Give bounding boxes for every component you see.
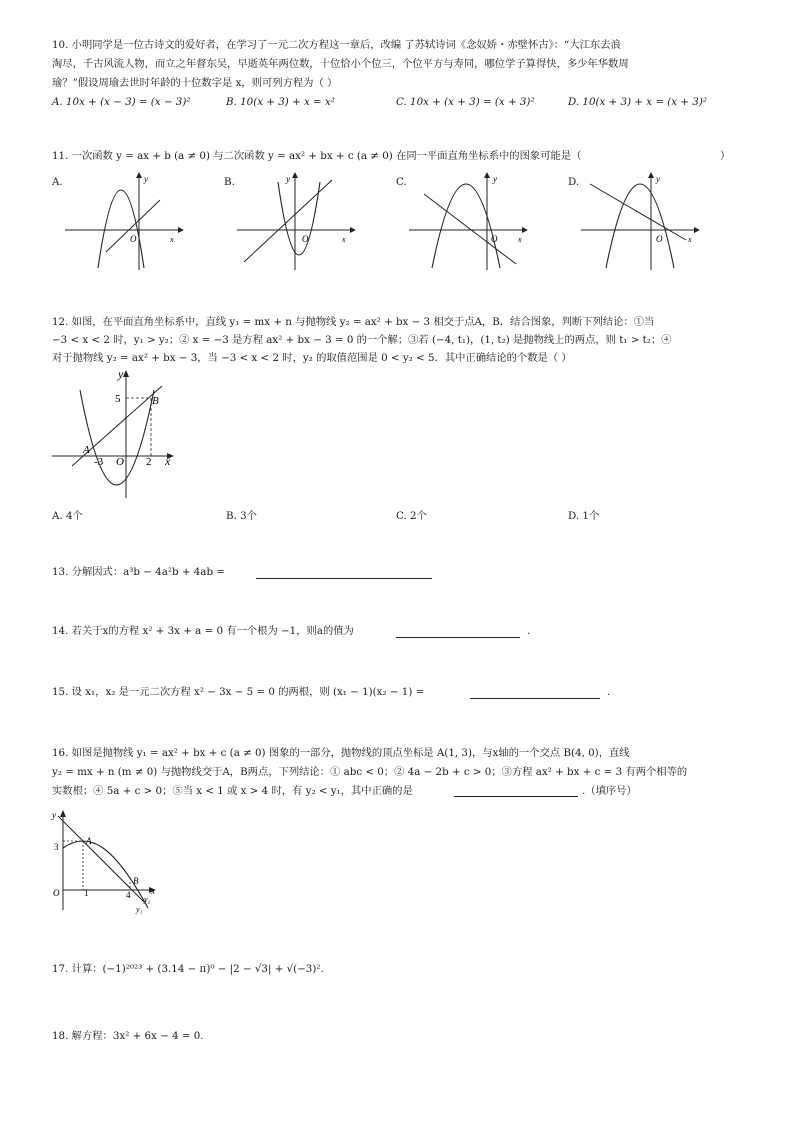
q11-label-c: C. [396, 176, 407, 188]
q11-label-d: D. [568, 176, 580, 188]
q10-line2: 淘尽，千古风流人物，而立之年督东吴，早逝英年两位数，十位恰小个位三，个位平方与寿同，哪位学子算得快，多少年华数周 [52, 58, 629, 70]
q16-y1-label: y₁ [136, 905, 143, 914]
q11-label-a: A. [52, 176, 63, 188]
q10-option-b: B. 10(x + 3) + x = x² [226, 96, 335, 108]
q18-text: 18. 解方程：3x² + 6x − 4 = 0. [52, 1030, 204, 1042]
q13-text: 13. 分解因式：a³b − 4a²b + 4ab = [52, 566, 225, 578]
q11-graph-b [232, 172, 367, 272]
q16-x-label: x [151, 886, 155, 896]
q16-three-label: 3 [54, 842, 59, 852]
q14-text: 14. 若关于x的方程 x² + 3x + a = 0 有一个根为 −1，则a的值为 [52, 625, 354, 637]
q12-option-d: D. 1个 [568, 510, 600, 522]
q10-option-d: D. 10(x + 3) + x = (x + 3)² [568, 96, 707, 108]
q12-y-label: y [118, 367, 124, 381]
q12-point-a-label: A [83, 444, 90, 456]
q11c-y-label: y [493, 174, 497, 184]
q10-line1: 10. 小明同学是一位古诗文的爱好者，在学习了一元二次方程这一章后，改编 了苏轼诗词《念奴娇・赤壁怀古》：“大江东去浪 [52, 39, 621, 51]
q11c-x-label: x [518, 235, 522, 244]
q11-graph-d [576, 172, 711, 272]
q12-two-label: 2 [146, 456, 152, 468]
q16-answer-blank[interactable] [454, 796, 578, 797]
q12-origin-label: O [116, 456, 124, 468]
q12-option-a: A. 4个 [52, 510, 83, 522]
q12-option-b: B. 3个 [226, 510, 257, 522]
q17-text: 17. 计算：(−1)²⁰²³ + (3.14 − π)⁰ − |2 − √3| + √(−3)². [52, 963, 324, 975]
q11b-origin-label: O [302, 234, 309, 244]
q16-origin-label: O [53, 888, 60, 898]
q11-stem: 11. 一次函数 y = ax + b (a ≠ 0) 与二次函数 y = ax² + bx + c (a ≠ 0) 在同一平面直角坐标系中的图象可能是（ [52, 150, 582, 162]
q16-y2-label: y₂ [144, 895, 151, 904]
q12-point-b-label: B [152, 395, 159, 407]
q16-line1: 16. 如图是抛物线 y₁ = ax² + bx + c (a ≠ 0) 图象的一部分，抛物线的顶点坐标是 A(1, 3)，与x轴的一个交点 B(4, 0)，直线 [52, 747, 630, 759]
q12-line3: 对于抛物线 y₂ = ax² + bx − 3，当 −3 < x < 2 时，y₂ 的取值范围是 0 < y₂ < 5．其中正确结论的个数是（ ） [52, 352, 572, 364]
q12-option-c: C. 2个 [396, 510, 427, 522]
q12-figure [50, 366, 190, 501]
q11b-y-label: y [286, 174, 290, 184]
q11d-x-label: x [688, 235, 692, 244]
q10-option-a: A. 10x + (x − 3) = (x − 3)² [52, 96, 191, 108]
q11a-x-label: x [170, 235, 174, 244]
q12-neg3-label: -3 [94, 456, 104, 468]
q16-four-label: 4 [126, 890, 131, 900]
q15-answer-blank[interactable] [470, 698, 600, 699]
q11-close-paren: ） [720, 150, 731, 162]
q16-one-label: 1 [84, 888, 89, 898]
q12-five-label: 5 [115, 393, 121, 405]
q14-end: . [527, 625, 531, 637]
q15-end: . [607, 686, 611, 698]
q16-line3b: .（填序号） [582, 785, 637, 797]
q13-answer-blank[interactable] [256, 578, 432, 579]
q11-label-b: B. [224, 176, 235, 188]
q11a-origin-label: O [130, 234, 137, 244]
q14-answer-blank[interactable] [396, 637, 520, 638]
q12-line2: −3 < x < 2 时，y₁ > y₂；② x = −3 是方程 ax² + bx − 3 = 0 的一个解；③若 (−4, t₁)，(1, t₂) 是抛物线上的两点，则 t₁ > t₂；④ [52, 334, 672, 346]
q11-graph-c [404, 172, 539, 272]
q16-point-b-label: B [133, 876, 139, 886]
q16-point-a-label: A [86, 836, 92, 846]
q16-line2: y₂ = mx + n (m ≠ 0) 与抛物线交于A，B两点，下列结论：① abc < 0；② 4a − 2b + c > 0；③方程 ax² + bx + c = 3 有两个相等的 [52, 766, 688, 778]
q12-x-label: x [165, 454, 171, 468]
q10-option-c: C. 10x + (x + 3) = (x + 3)² [396, 96, 535, 108]
q15-text: 15. 设 x₁，x₂ 是一元二次方程 x² − 3x − 5 = 0 的两根，则 (x₁ − 1)(x₂ − 1) = [52, 686, 425, 698]
q11a-y-label: y [144, 174, 148, 184]
q10-line3: 瑜？”假设周瑜去世时年龄的十位数字是 x，则可列方程为（ ） [52, 77, 338, 89]
q16-line3a: 实数根；④ 5a + c > 0；⑤当 x < 1 或 x > 4 时，有 y₂ < y₁，其中正确的是 [52, 785, 413, 797]
q16-y-label: y [52, 810, 56, 820]
q11d-origin-label: O [656, 234, 663, 244]
q11b-x-label: x [342, 235, 346, 244]
q16-figure [50, 806, 170, 918]
q12-line1: 12. 如图，在平面直角坐标系中，直线 y₁ = mx + n 与抛物线 y₂ = ax² + bx − 3 相交于点A，B．结合图象，判断下列结论：①当 [52, 316, 655, 328]
q11-graph-a [60, 172, 195, 272]
q11d-y-label: y [656, 174, 660, 184]
q11c-origin-label: O [491, 234, 498, 244]
